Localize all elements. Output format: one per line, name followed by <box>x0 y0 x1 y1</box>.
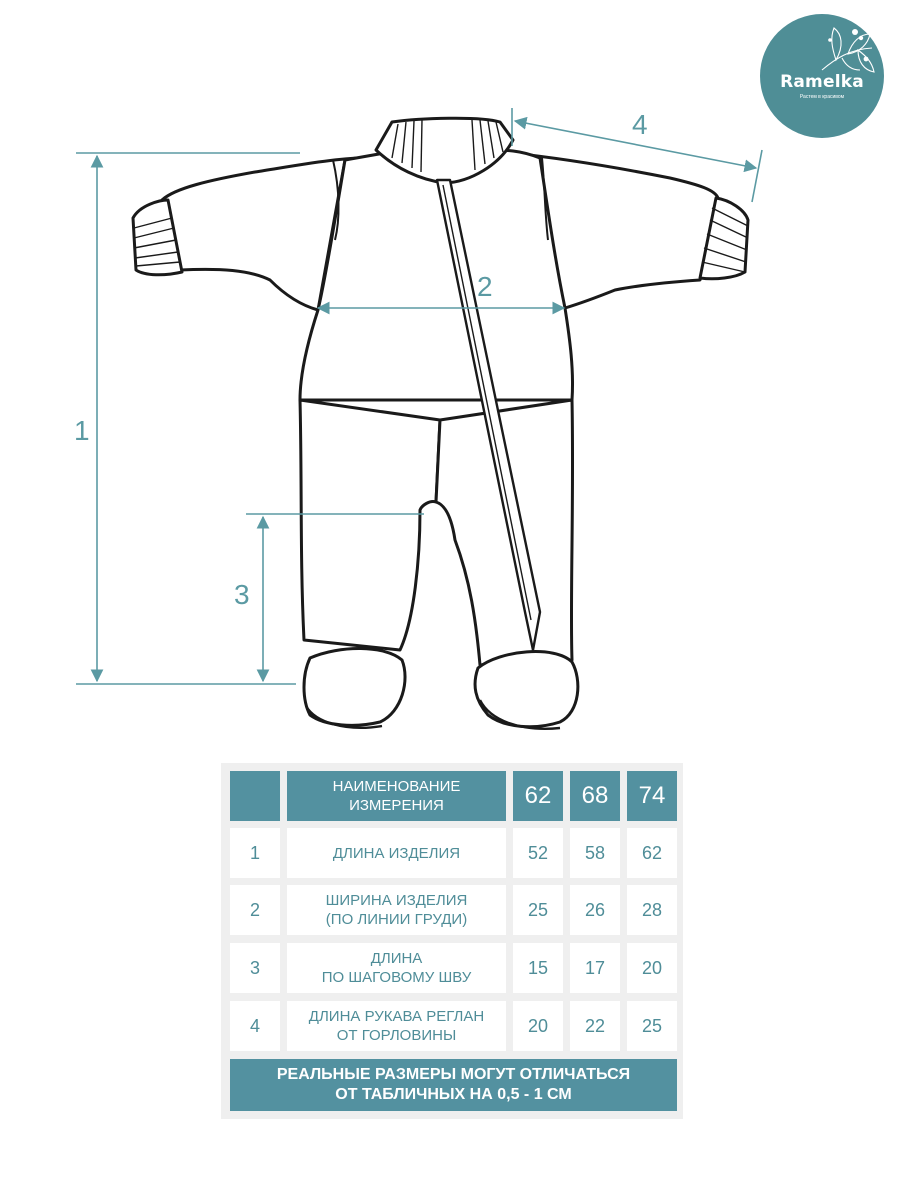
table-row-number: 1 <box>230 828 280 878</box>
table-row-value: 25 <box>513 885 563 935</box>
brand-name: Ramelka <box>780 72 864 92</box>
header-size-62: 62 <box>513 771 563 821</box>
header-number-cell <box>230 771 280 821</box>
table-row-value: 58 <box>570 828 620 878</box>
table-row-value: 62 <box>627 828 677 878</box>
right-bootie <box>475 652 578 727</box>
table-row-value: 17 <box>570 943 620 993</box>
torso <box>300 150 573 400</box>
table-row-value: 52 <box>513 828 563 878</box>
table-row-value: 20 <box>627 943 677 993</box>
header-size-74: 74 <box>627 771 677 821</box>
table-row-value: 26 <box>570 885 620 935</box>
sleeve-length-label: 4 <box>632 109 648 140</box>
table-row-number: 3 <box>230 943 280 993</box>
table-row-value: 20 <box>513 1001 563 1051</box>
size-disclaimer-note: РЕАЛЬНЫЕ РАЗМЕРЫ МОГУТ ОТЛИЧАТЬСЯ ОТ ТАБЛИЧНЫХ НА 0,5 - 1 СМ <box>230 1059 677 1111</box>
length-label: 1 <box>74 415 90 446</box>
table-row-value: 28 <box>627 885 677 935</box>
jumpsuit-drawing <box>133 118 748 729</box>
table-row-value: 22 <box>570 1001 620 1051</box>
left-bootie <box>304 648 405 725</box>
header-size-68: 68 <box>570 771 620 821</box>
chest-width-label: 2 <box>477 271 493 302</box>
table-row-name: ШИРИНА ИЗДЕЛИЯ (ПО ЛИНИИ ГРУДИ) <box>287 885 506 935</box>
left-leg <box>300 400 440 650</box>
inseam-label: 3 <box>234 579 250 610</box>
size-table <box>221 763 683 1119</box>
table-row-value: 15 <box>513 943 563 993</box>
table-row-name: ДЛИНА ИЗДЕЛИЯ <box>287 828 506 878</box>
sleeve-reference-right <box>752 150 762 202</box>
brand-tagline: Растем в красивом <box>799 94 845 100</box>
header-measurement-name: НАИМЕНОВАНИЕ ИЗМЕРЕНИЯ <box>287 771 506 821</box>
table-row-name: ДЛИНА ПО ШАГОВОМУ ШВУ <box>287 943 506 993</box>
table-row-number: 4 <box>230 1001 280 1051</box>
table-row-number: 2 <box>230 885 280 935</box>
table-row-value: 25 <box>627 1001 677 1051</box>
table-row-name: ДЛИНА РУКАВА РЕГЛАН ОТ ГОРЛОВИНЫ <box>287 1001 506 1051</box>
brand-logo <box>760 14 884 138</box>
